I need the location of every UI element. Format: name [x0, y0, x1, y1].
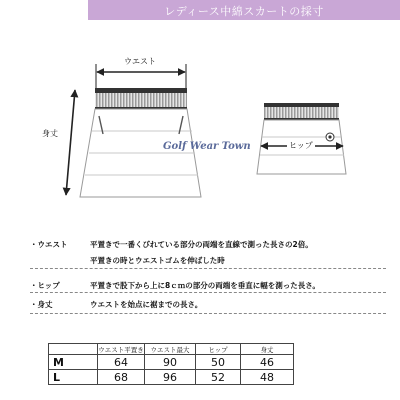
table-cell: 68	[98, 370, 145, 385]
back-waistband	[264, 107, 339, 118]
table-cell: 90	[145, 355, 196, 370]
table-cell: 46	[241, 355, 294, 370]
note-hip-line1: 平置きで股下から上に8ｃｍの部分の両端を垂直に幅を測った長さ。	[90, 281, 320, 290]
header-waist-max: ウエスト最大	[145, 344, 196, 355]
divider	[30, 313, 386, 314]
length-arrow	[66, 90, 75, 195]
size-table	[48, 343, 294, 385]
note-length-head: ・身丈	[30, 300, 53, 309]
size-label: L	[49, 370, 98, 385]
brand-watermark: Golf Wear Town	[163, 141, 251, 152]
divider	[30, 268, 386, 269]
waist-label: ウエスト	[124, 57, 156, 66]
table-cell: 48	[241, 370, 294, 385]
note-waist-head: ・ウエスト	[30, 240, 68, 249]
length-label: 身丈	[42, 129, 58, 138]
page-title: レディース中綿スカートの採寸	[164, 5, 324, 18]
front-waistband	[95, 93, 187, 107]
header-length: 身丈	[241, 344, 294, 355]
header-hip: ヒップ	[196, 344, 241, 355]
table-row	[49, 370, 294, 385]
table-corner-cell	[49, 344, 98, 355]
size-label: M	[49, 355, 98, 370]
note-waist-line2: 平置きの時とウエストゴムを伸ばした時	[90, 256, 225, 265]
note-length-line1: ウエストを始点に裾までの長さ。	[90, 300, 203, 309]
table-row	[49, 355, 294, 370]
note-waist-line1: 平置きで一番くびれている部分の両端を直線で測った長さの2倍。	[90, 240, 313, 249]
table-cell: 96	[145, 370, 196, 385]
header-waist-flat: ウエスト平置き	[98, 345, 144, 354]
table-cell: 52	[196, 370, 241, 385]
back-skirt	[257, 103, 346, 174]
divider	[30, 292, 386, 293]
front-waistband-top	[95, 88, 187, 93]
hip-label: ヒップ	[289, 141, 313, 150]
note-hip-head: ・ヒップ	[30, 281, 60, 290]
table-header-row	[49, 344, 294, 355]
table-cell: 50	[196, 355, 241, 370]
table-cell: 64	[98, 355, 145, 370]
